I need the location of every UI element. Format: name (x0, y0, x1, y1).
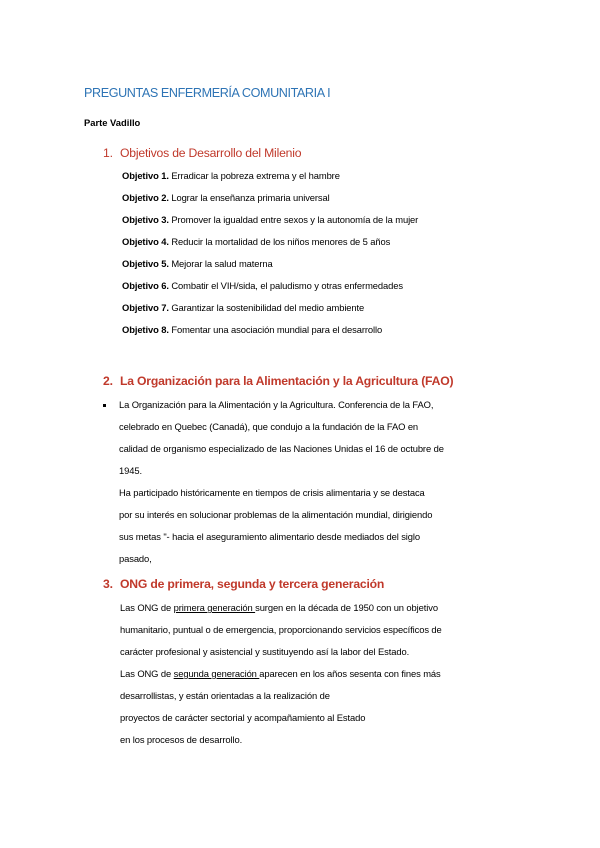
objective-label: Objetivo 6. (122, 280, 169, 291)
objective-text: Fomentar una asociación mundial para el desarrollo (171, 324, 383, 335)
bullet-square-icon (103, 404, 106, 407)
objective-label: Objetivo 7. (122, 302, 169, 313)
author-line: Parte Vadillo (84, 117, 141, 128)
objective-label: Objetivo 2. (122, 192, 169, 203)
section-title: La Organización para la Alimentación y la Agricultura (FAO) (120, 374, 454, 388)
section-2-heading (103, 374, 453, 388)
objective-item (122, 236, 390, 247)
objective-item (122, 214, 418, 225)
objective-text: Erradicar la pobreza extrema y el hambre (171, 170, 340, 181)
objective-label: Objetivo 1. (122, 170, 169, 181)
section-number: 1. (103, 146, 113, 160)
section-title: Objetivos de Desarrollo del Milenio (120, 146, 302, 160)
paragraph-line (120, 602, 438, 613)
objective-item (122, 302, 364, 313)
objective-text: Combatir el VIH/sida, el paludismo y otras enfermedades (171, 280, 403, 291)
paragraph-line (120, 668, 441, 679)
objective-text: Lograr la enseñanza primaria universal (171, 192, 330, 203)
document-title: PREGUNTAS ENFERMERÍA COMUNITARIA I (84, 86, 331, 100)
text-span: Las ONG de (120, 668, 174, 679)
underlined-term: primera generación (173, 602, 256, 613)
objective-label: Objetivo 5. (122, 258, 169, 269)
section-number: 3. (103, 577, 113, 591)
paragraph-line: 1945. (119, 465, 142, 476)
text-span: aparecen en los años sesenta con fines más (259, 668, 441, 679)
section-number: 2. (103, 374, 113, 388)
section-title: ONG de primera, segunda y tercera generación (120, 577, 385, 591)
paragraph-line: carácter profesional y asistencial y sustituyendo así la labor del Estado. (120, 646, 410, 657)
paragraph-line: en los procesos de desarrollo. (120, 734, 243, 745)
section-3-heading (103, 577, 384, 591)
objective-text: Garantizar la sostenibilidad del medio ambiente (171, 302, 365, 313)
objective-text: Mejorar la salud materna (171, 258, 273, 269)
objective-item (122, 280, 403, 291)
paragraph-line: sus metas "- hacia el aseguramiento alimentario desde mediados del siglo (119, 531, 420, 542)
text-span: surgen en la década de 1950 con un objetivo (255, 602, 438, 613)
objective-label: Objetivo 8. (122, 324, 169, 335)
objective-text: Reducir la mortalidad de los niños menores de 5 años (171, 236, 391, 247)
objective-item (122, 258, 273, 269)
section-1-heading (103, 146, 301, 160)
paragraph-line: desarrollistas, y están orientadas a la realización de (120, 690, 330, 701)
objective-label: Objetivo 3. (122, 214, 169, 225)
objective-label: Objetivo 4. (122, 236, 169, 247)
paragraph-line: humanitario, puntual o de emergencia, proporcionando servicios específicos de (120, 624, 442, 635)
paragraph-line: La Organización para la Alimentación y la Agricultura. Conferencia de la FAO, (119, 399, 434, 410)
objective-item (122, 324, 382, 335)
underlined-term: segunda generación (173, 668, 260, 679)
objective-text: Promover la igualdad entre sexos y la autonomía de la mujer (171, 214, 419, 225)
paragraph-line: Ha participado históricamente en tiempos de crisis alimentaria y se destaca (119, 487, 425, 498)
paragraph-line: proyectos de carácter sectorial y acompañamiento al Estado (120, 712, 366, 723)
paragraph-line: pasado, (119, 553, 152, 564)
objective-item (122, 170, 340, 181)
paragraph-line: calidad de organismo especializado de las Naciones Unidas el 16 de octubre de (119, 443, 444, 454)
paragraph-line: por su interés en solucionar problemas de la alimentación mundial, dirigiendo (119, 509, 433, 520)
objective-item (122, 192, 330, 203)
text-span: Las ONG de (120, 602, 174, 613)
paragraph-line: celebrado en Quebec (Canadá), que condujo a la fundación de la FAO en (119, 421, 419, 432)
